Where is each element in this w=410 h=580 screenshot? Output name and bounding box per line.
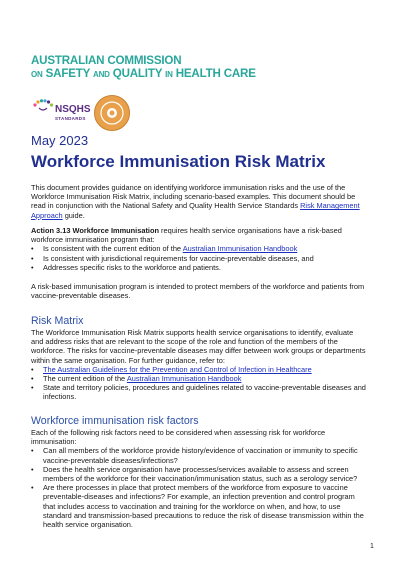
publication-date: May 2023 [31,133,89,148]
immunisation-handbook-link[interactable]: Australian Immunisation Handbook [182,244,298,254]
program-paragraph: A risk-based immunisation program is intended to protect members of the workforce and patients from vaccine-preventable diseases. [31,282,365,301]
risk-factors-list [31,446,366,529]
list-item: • Is consistent with the current edition of the Australian Immunisation Handbook [31,244,366,253]
risk-factors-section [31,428,366,529]
list-item: • Does the health service organisation have processes/services available to assess and screen members of the workforce for their vaccination/immunisation status, such as a serology service? [31,465,366,483]
risk-matrix-body: The Workforce Immunisation Risk Matrix supports health service organisations to identify, evaluate and address risks that are relevant to the scope of the role and function of the members of the workforce. The risks for vaccine-preventable diseases may differ between work groups or departments within the same organisation. For further guidance, refer to: [31,328,366,365]
intro-paragraph: This document provides guidance on identifying workforce immunisation risks and the use of the Workforce Immunisation Risk Matrix, including scenario-based examples. This document should be read in conjunction with the National Safety and Quality Health Service Standards Risk Management Approach guide. [31,183,360,220]
risk-matrix-heading: Risk Matrix [31,315,84,327]
risk-management-approach-link[interactable]: Risk Management Approach [31,201,360,220]
org-name-line1: AUSTRALIAN COMMISSION [31,54,182,67]
page-title: Workforce Immunisation Risk Matrix [31,152,326,171]
guidelines-link[interactable]: The Australian Guidelines for the Prevention and Control of Infection in Healthcare [43,364,312,374]
guidance-list [31,365,366,402]
nsqhs-logo [31,95,151,131]
infection-control-badge-icon [94,95,130,131]
immunisation-handbook-link[interactable]: Australian Immunisation Handbook [126,374,242,384]
page-number: 1 [370,543,374,550]
list-item: • Can all members of the workforce provide history/evidence of vaccination or immunity to specific vaccine-preventable diseases/infections? [31,446,366,464]
nsqhs-text: NSQHS [55,104,91,115]
list-item: • Is consistent with jurisdictional requirements for vaccine-preventable diseases, and [31,254,366,263]
list-item: • The current edition of the Australian Immunisation Handbook [31,374,366,383]
standards-text: STANDARDS [55,116,86,121]
list-item: • Addresses specific risks to the workforce and patients. [31,263,366,272]
risk-matrix-section [31,328,366,402]
action-paragraph: Action 3.13 Workforce Immunisation requires health service organisations have a risk-based workforce immunisation program that: • Is consistent with the current edition of the Australian Immunisation Handbook • Is consistent with jurisdictional requirements for vaccine-preventable diseases, and • Addresses specific risks to the workforce and patients. [31,226,366,272]
action-list [31,244,366,272]
list-item: • Are there processes in place that protect members of the workforce from exposure to vaccine preventable-diseases and infections? For example, an infection prevention and control program that includes access to vaccination and training for the workforce on when, and how, to use standard and transmission-based precautions to reduce the risk of disease transmission within the health service organisation. [31,483,366,529]
list-item [31,365,366,374]
risk-factors-heading: Workforce immunisation risk factors [31,415,199,427]
colored-dots-icon [33,99,55,111]
org-name-line2: ON SAFETY AND QUALITY IN HEALTH CARE [31,67,256,80]
list-item: • State and territory policies, procedures and guidelines related to vaccine-preventable diseases and infections. [31,383,366,401]
action-label: Action 3.13 Workforce Immunisation [31,226,159,235]
commission-logo [31,54,256,81]
risk-factors-intro: Each of the following risk factors need to be considered when assessing risk for workforce immunisation: [31,428,326,447]
